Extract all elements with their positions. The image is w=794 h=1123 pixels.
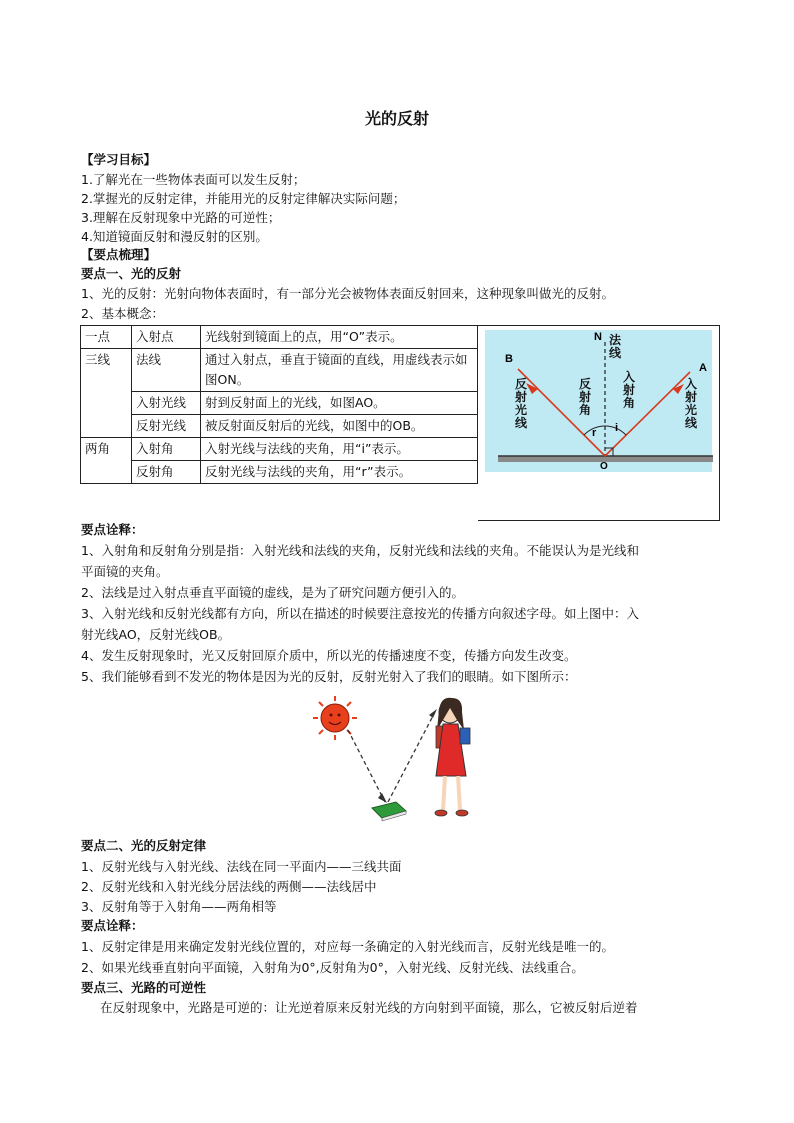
seeing-object-illustration bbox=[300, 690, 500, 830]
label-incident-ray: 入射光线 bbox=[685, 377, 698, 430]
label-reflect-angle: 反射角 bbox=[579, 377, 592, 417]
table-cell: 入射点 bbox=[132, 326, 201, 349]
label-b: B bbox=[505, 353, 513, 365]
goal-item: 2.掌握光的反射定律，并能用光的反射定律解决实际问题； bbox=[81, 191, 406, 206]
note-line: 4、发生反射现象时，光又反射回原介质中，所以光的传播速度不变，传播方向发生改变。 bbox=[81, 648, 577, 663]
table-cell: 反射光线与法线的夹角，用“r”表示。 bbox=[201, 461, 478, 484]
point3-heading: 要点三、光路的可逆性 bbox=[81, 980, 207, 995]
label-n: N bbox=[594, 331, 602, 343]
label-reflected-ray: 反射光线 bbox=[515, 377, 528, 430]
label-a: A bbox=[699, 362, 707, 374]
page-title: 光的反射 bbox=[364, 109, 429, 128]
label-i: i bbox=[615, 422, 619, 434]
point2-notes-heading: 要点诠释： bbox=[81, 918, 144, 933]
goal-item: 3.理解在反射现象中光路的可逆性； bbox=[81, 210, 281, 225]
point1-heading: 要点一、光的反射 bbox=[81, 266, 182, 281]
note-line: 平面镜的夹角。 bbox=[81, 564, 169, 579]
law-item: 3、反射角等于入射角——两角相等 bbox=[81, 899, 277, 914]
table-cell: 一点 bbox=[81, 326, 132, 349]
reflection-diagram bbox=[478, 325, 720, 521]
table-cell: 被反射面反射后的光线，如图中的OB。 bbox=[201, 415, 478, 438]
goals-heading: 【学习目标】 bbox=[81, 152, 157, 167]
label-o: O bbox=[600, 461, 608, 472]
table-cell: 光线射到镜面上的点，用“O”表示。 bbox=[201, 326, 478, 349]
table-cell: 三线 bbox=[81, 349, 132, 438]
concepts-label: 2、基本概念： bbox=[81, 306, 164, 321]
table-cell: 法线 bbox=[132, 349, 201, 392]
point1-notes-heading: 要点诠释： bbox=[81, 522, 144, 537]
table-cell: 入射光线与法线的夹角，用“i”表示。 bbox=[201, 438, 478, 461]
table-row bbox=[81, 438, 478, 461]
table-cell: 入射角 bbox=[132, 438, 201, 461]
note-line: 1、反射定律是用来确定发射光线位置的，对应每一条确定的入射光线而言，反射光线是唯一的。 bbox=[81, 939, 614, 954]
table-cell: 反射光线 bbox=[132, 415, 201, 438]
table-row bbox=[81, 349, 478, 392]
table-row bbox=[81, 326, 478, 349]
table-row bbox=[81, 415, 478, 438]
table-row bbox=[81, 392, 478, 415]
note-line: 1、入射角和反射角分别是指：入射光线和法线的夹角，反射光线和法线的夹角。不能误认为是光线和 bbox=[81, 543, 639, 558]
note-line: 2、法线是过入射点垂直平面镜的虚线，是为了研究问题方便引入的。 bbox=[81, 585, 464, 600]
ray-arrow bbox=[429, 709, 437, 718]
light-ray-sun-to-book bbox=[348, 730, 385, 802]
note-line: 2、如果光线垂直射向平面镜，入射角为0°,反射角为0°，入射光线、反射光线、法线重合。 bbox=[81, 960, 584, 975]
goal-item: 1.了解光在一些物体表面可以发生反射； bbox=[81, 172, 306, 187]
incident-ray bbox=[605, 372, 690, 456]
label-r: r bbox=[592, 427, 597, 439]
girl-figure bbox=[435, 698, 470, 816]
review-heading: 【要点梳理】 bbox=[81, 247, 157, 262]
note-line: 5、我们能够看到不发光的物体是因为光的反射，反射光射入了我们的眼睛。如下图所示： bbox=[81, 669, 577, 684]
law-item: 2、反射光线和入射光线分居法线的两侧——法线居中 bbox=[81, 879, 377, 894]
law-item: 1、反射光线与入射光线、法线在同一平面内——三线共面 bbox=[81, 859, 402, 874]
point2-heading: 要点二、光的反射定律 bbox=[81, 838, 207, 853]
ray-arrow bbox=[378, 793, 387, 803]
sun-icon bbox=[313, 696, 357, 740]
book-icon bbox=[372, 802, 406, 821]
label-normal: 法线 bbox=[609, 333, 622, 360]
label-incident-angle: 入射角 bbox=[623, 370, 636, 410]
reflection-definition: 1、光的反射：光射向物体表面时，有一部分光会被物体表面反射回来，这种现象叫做光的反射。 bbox=[81, 286, 614, 301]
table-cell: 射到反射面上的光线，如图AO。 bbox=[201, 392, 478, 415]
incident-arrow bbox=[673, 384, 684, 394]
note-line: 射光线AO，反射光线OB。 bbox=[81, 627, 231, 642]
light-ray-book-to-eye bbox=[388, 712, 435, 802]
table-cell: 反射角 bbox=[132, 461, 201, 484]
table-cell: 通过入射点，垂直于镜面的直线，用虚线表示如图ON。 bbox=[201, 349, 478, 392]
goal-item: 4.知道镜面反射和漫反射的区别。 bbox=[81, 229, 268, 244]
table-cell: 入射光线 bbox=[132, 392, 201, 415]
table-cell: 两角 bbox=[81, 438, 132, 484]
note-line: 3、入射光线和反射光线都有方向，所以在描述的时候要注意按光的传播方向叙述字母。如上图中：入 bbox=[81, 606, 639, 621]
concepts-table bbox=[80, 325, 478, 484]
table-row bbox=[81, 461, 478, 484]
reversibility-text: 在反射现象中，光路是可逆的：让光逆着原来反射光线的方向射到平面镜，那么，它被反射后逆着 bbox=[100, 1000, 638, 1015]
